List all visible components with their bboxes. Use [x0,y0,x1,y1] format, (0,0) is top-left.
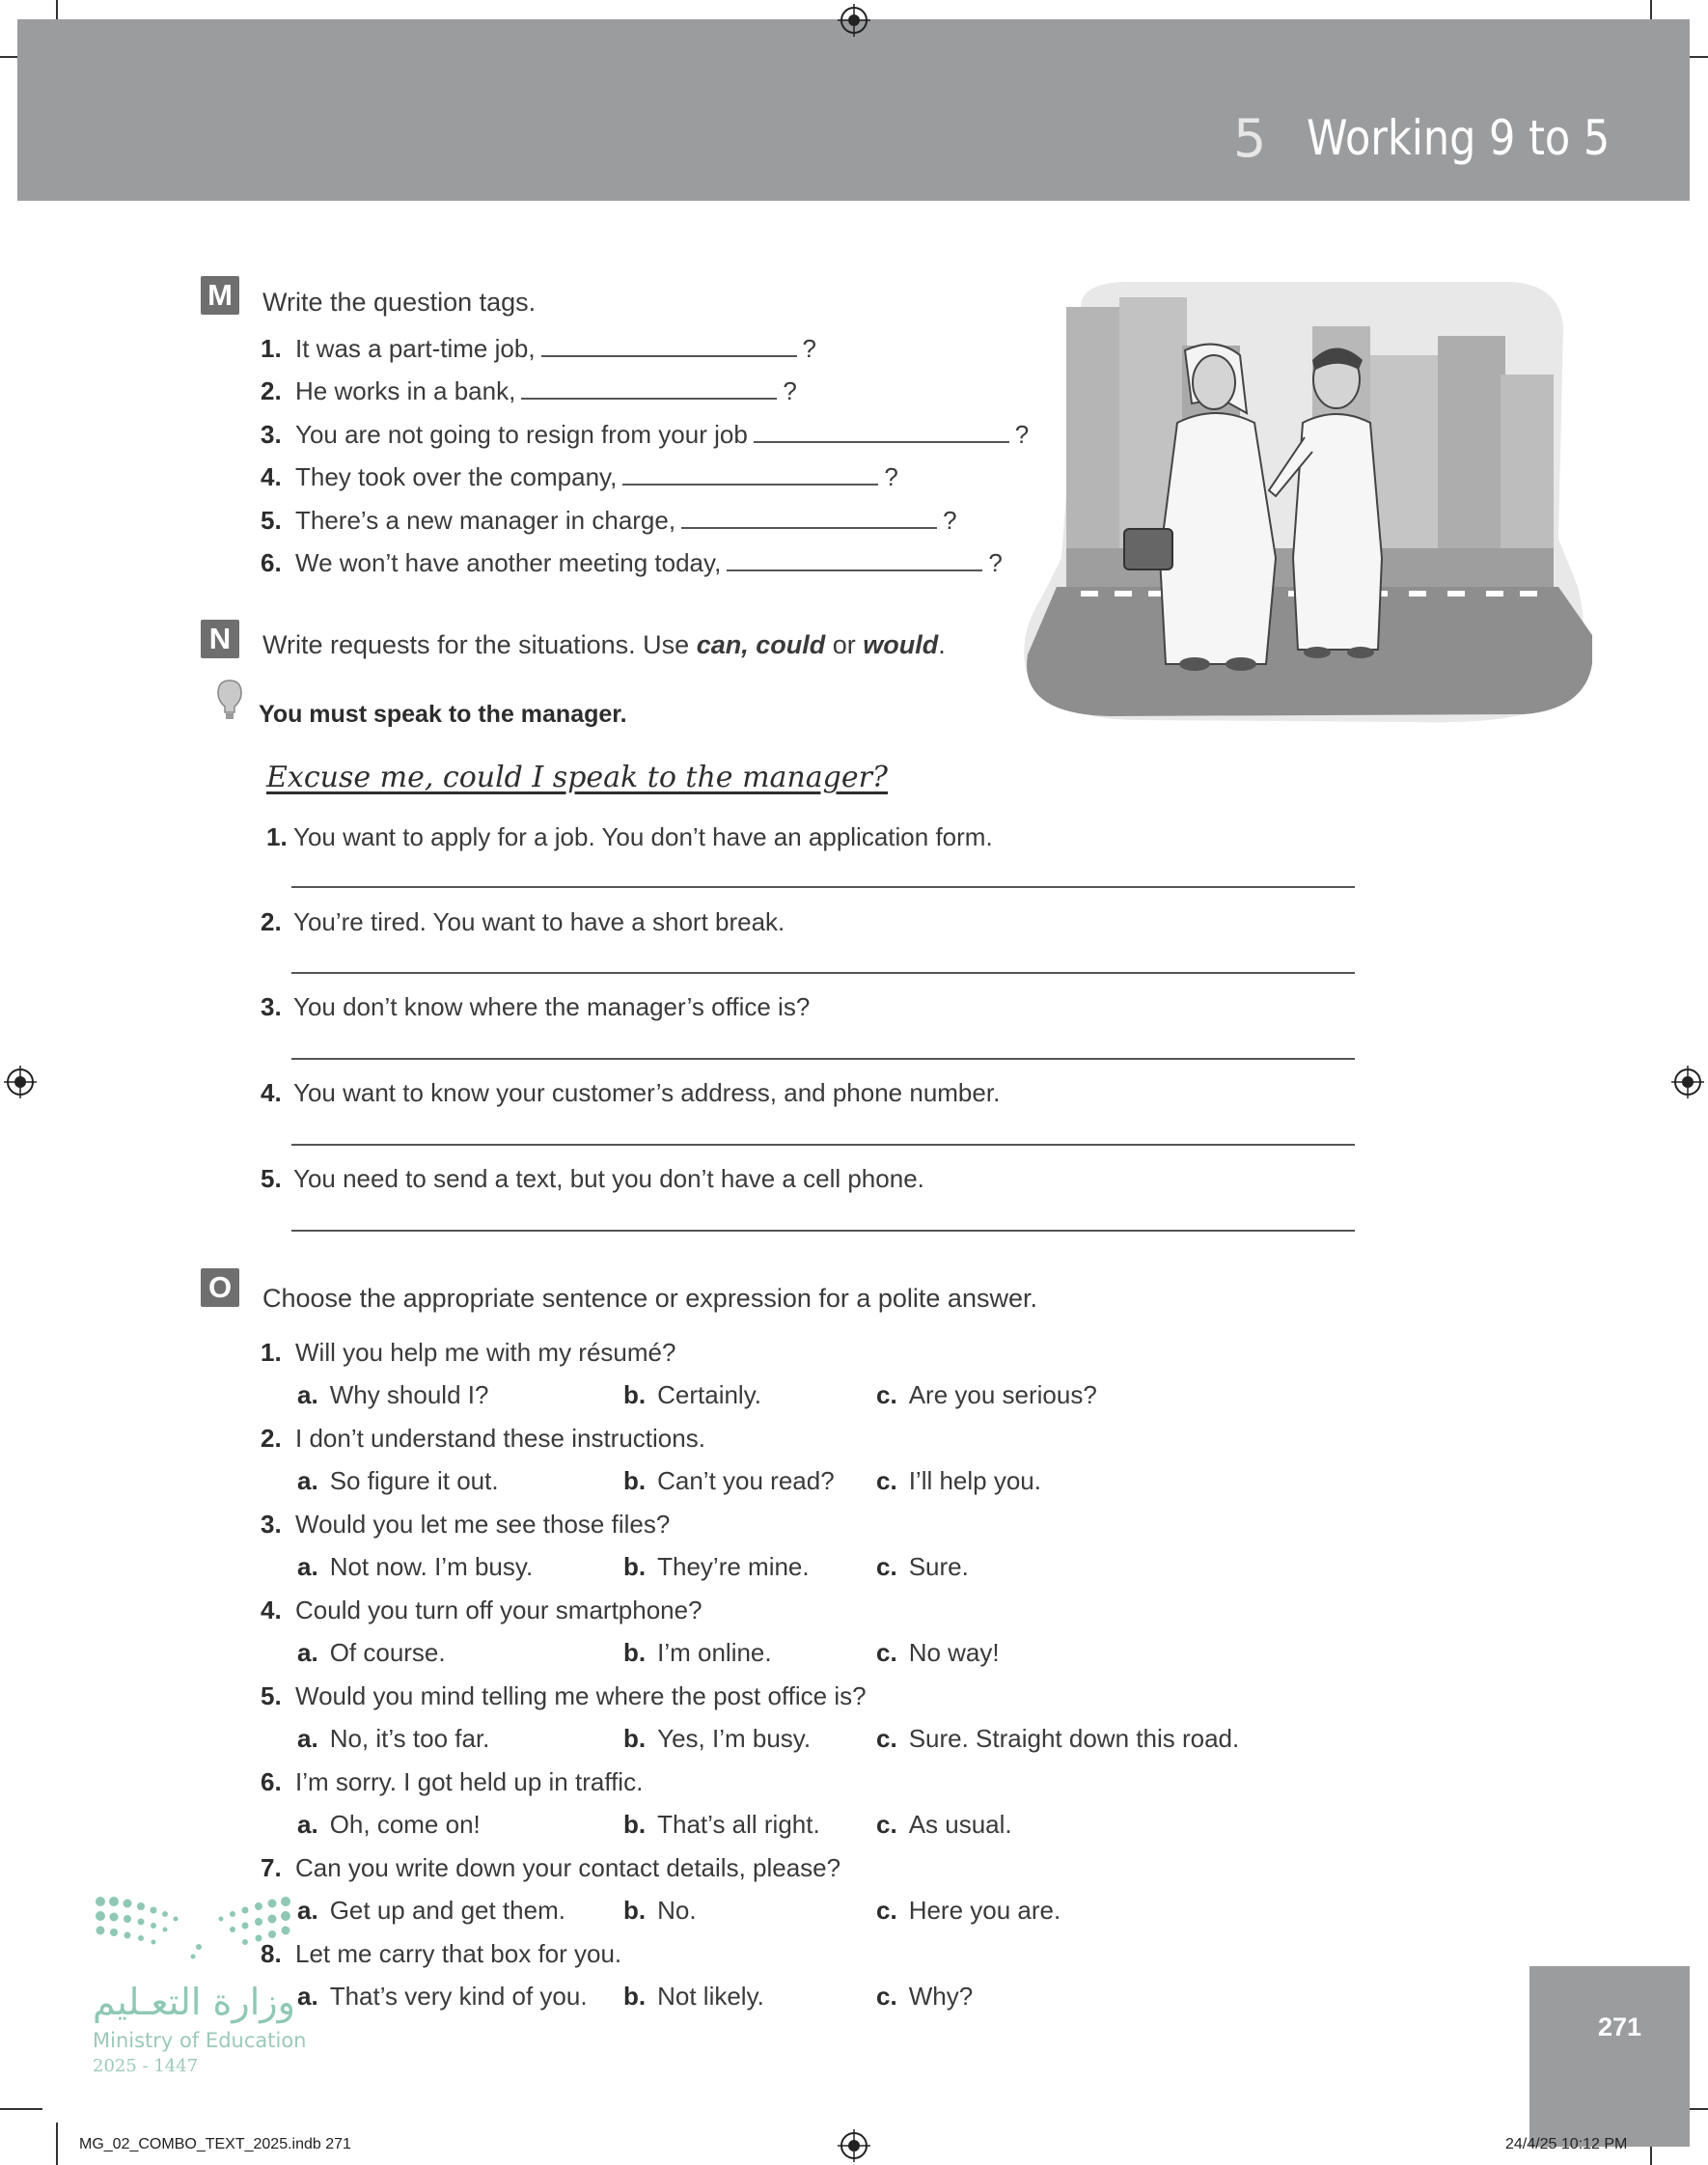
option-b[interactable] [623,1810,820,1840]
option-a[interactable] [297,1638,446,1668]
ministry-logo-dots-icon [93,1894,305,1971]
option-label: c. [876,1380,897,1409]
option-text: Are you serious? [908,1380,1097,1409]
question-text: Let me carry that box for you. [295,1939,622,1968]
answer-blank[interactable] [754,422,1009,443]
option-b[interactable] [623,1982,764,2012]
option-label: c. [876,1896,897,1925]
footer-date: 24/4/25 10:12 PM [1505,2136,1628,2152]
situation-text: You need to send a text, but you don’t have a cell phone. [293,1164,924,1193]
item-number: 1. [261,1338,282,1367]
section-o-instruction: Choose the appropriate sentence or expression for a polite answer. [262,1284,1037,1313]
option-label: b. [623,1724,647,1753]
instruction-text: Write requests for the situations. Use [262,630,697,659]
question-text: Would you mind telling me where the post office is? [295,1681,867,1710]
option-text: No way! [908,1638,1000,1667]
item-number: 4. [261,1596,282,1624]
item-number: 5. [261,1164,282,1193]
option-text: Why? [908,1982,974,2011]
polite-question-2 [261,1424,705,1454]
option-text: That’s very kind of you. [329,1982,588,2011]
option-b[interactable] [623,1638,772,1668]
option-a[interactable] [297,1810,481,1840]
option-label: a. [297,1896,318,1925]
option-b[interactable] [623,1896,697,1926]
item-number: 2. [261,376,282,405]
instruction-text: . [938,630,946,659]
option-text: As usual. [908,1810,1012,1839]
item-number: 4. [261,1078,282,1107]
ministry-logo-year: 2025 - 1447 [93,2056,199,2076]
registration-target-icon [838,2129,870,2162]
option-c[interactable] [876,1724,1239,1754]
answer-blank[interactable] [541,336,797,357]
option-label: a. [297,1638,318,1667]
crop-mark [0,2108,42,2110]
question-tag-item-4 [261,462,898,492]
question-text: I’m sorry. I got held up in traffic. [295,1767,644,1796]
item-number: 1. [261,334,282,363]
item-number: 7. [261,1853,282,1882]
answer-blank[interactable] [521,378,777,400]
question-tag-item-6 [261,548,1003,578]
registration-target-icon [1671,1066,1704,1098]
answer-blank[interactable] [681,508,937,529]
item-number: 3. [261,420,282,449]
section-m-instruction: Write the question tags. [262,288,537,317]
request-item-5 [261,1164,924,1194]
option-c[interactable] [876,1466,1041,1496]
question-text: Can you write down your contact details, please? [295,1853,841,1882]
option-a[interactable] [297,1896,565,1926]
option-text: Not now. I’m busy. [329,1552,534,1581]
option-label: a. [297,1380,318,1409]
option-label: b. [623,1380,647,1409]
option-text: I’m online. [657,1638,772,1667]
polite-question-5 [261,1681,867,1711]
answer-line[interactable] [291,1230,1355,1232]
footer-file-info: MG_02_COMBO_TEXT_2025.indb 271 [79,2136,351,2152]
polite-question-6 [261,1767,643,1797]
option-text: Get up and get them. [329,1896,565,1925]
question-tag-item-1 [261,334,816,364]
option-label: a. [297,1552,318,1581]
item-number: 4. [261,462,282,491]
ministry-logo-english: Ministry of Education [93,2029,307,2052]
option-text: Sure. [908,1552,969,1581]
question-mark: ? [943,506,957,535]
option-c[interactable] [876,1380,1097,1410]
sentence-text: We won’t have another meeting today, [295,548,722,577]
question-text: Will you help me with my résumé? [295,1338,676,1367]
option-text: Oh, come on! [329,1810,481,1839]
question-mark: ? [1014,420,1030,449]
item-number: 8. [261,1939,282,1968]
ministry-logo-arabic: وزارة التعـليم [93,1981,296,2023]
option-label: c. [876,1466,897,1495]
crop-mark [56,2123,58,2165]
answer-blank[interactable] [727,550,982,571]
option-label: b. [623,1552,647,1581]
instruction-keyword: can, could [696,630,826,659]
option-b[interactable] [623,1724,811,1754]
answer-line[interactable] [291,1144,1355,1146]
option-b[interactable] [623,1380,761,1410]
option-a[interactable] [297,1466,499,1496]
example-answer: Excuse me, could I speak to the manager? [266,761,889,794]
registration-target-icon [4,1066,37,1098]
option-a[interactable] [297,1982,588,2012]
option-label: b. [623,1896,647,1925]
option-text: Why should I? [329,1380,489,1409]
question-mark: ? [783,376,797,405]
option-c[interactable] [876,1810,1012,1840]
polite-question-1 [261,1338,675,1368]
item-number: 5. [261,506,282,535]
option-label: c. [876,1724,897,1753]
request-item-1 [266,822,993,852]
option-text: Of course. [329,1638,446,1667]
question-tag-item-2 [261,376,797,406]
item-number: 5. [261,1681,282,1710]
item-number: 2. [261,1424,282,1453]
option-a[interactable] [297,1380,488,1410]
option-label: a. [297,1724,318,1753]
option-a[interactable] [297,1552,533,1582]
sentence-text: You are not going to resign from your job [295,420,748,449]
question-mark: ? [802,334,817,363]
question-mark: ? [884,462,898,491]
sentence-text: He works in a bank, [295,376,516,405]
request-item-4 [261,1078,1000,1108]
option-text: Not likely. [657,1982,764,2011]
option-c[interactable] [876,1638,1000,1668]
item-number: 6. [261,548,282,577]
page-number-box [1529,1966,1690,2147]
request-item-3 [261,992,810,1022]
lightbulb-tip-icon [216,678,243,722]
tip-text: You must speak to the manager. [259,701,627,728]
option-label: a. [297,1466,318,1495]
situation-text: You don’t know where the manager’s office is? [293,992,811,1021]
answer-blank[interactable] [622,464,878,486]
question-mark: ? [988,548,1003,577]
option-text: Certainly. [657,1380,761,1409]
section-letter-m: M [201,276,239,315]
situation-text: You want to know your customer’s address, and phone number. [293,1078,1001,1107]
option-label: b. [623,1810,647,1839]
option-text: Can’t you read? [657,1466,835,1495]
item-number: 3. [261,1510,282,1539]
option-label: c. [876,1810,897,1839]
question-text: Could you turn off your smartphone? [295,1596,702,1624]
situation-text: You want to apply for a job. You don’t have an application form. [293,822,993,851]
option-label: a. [297,1810,318,1839]
polite-question-8 [261,1939,621,1969]
option-text: No, it’s too far. [329,1724,490,1753]
option-c[interactable] [876,1896,1061,1926]
option-text: I’ll help you. [908,1466,1041,1495]
polite-question-7 [261,1853,840,1883]
option-label: c. [876,1982,897,2011]
option-label: b. [623,1638,647,1667]
option-b[interactable] [623,1466,835,1496]
option-c[interactable] [876,1552,969,1582]
instruction-text: or [825,630,864,659]
option-text: No. [657,1896,697,1925]
option-c[interactable] [876,1982,973,2012]
question-tag-item-5 [261,506,957,536]
unit-title: Working 9 to 5 [1307,110,1611,166]
office-workers-illustration [1023,268,1592,724]
option-label: c. [876,1638,897,1667]
question-text: I don’t understand these instructions. [295,1424,705,1453]
answer-line[interactable] [291,886,1355,888]
option-text: That’s all right. [657,1810,820,1839]
page-number: 271 [1597,2012,1641,2041]
polite-question-3 [261,1510,670,1540]
instruction-keyword: would [863,630,939,659]
sentence-text: They took over the company, [295,462,618,491]
section-n-instruction [262,630,946,660]
option-text: Yes, I’m busy. [657,1724,812,1753]
option-label: b. [623,1466,647,1495]
option-a[interactable] [297,1724,489,1754]
situation-text: You’re tired. You want to have a short break. [293,907,785,936]
option-label: a. [297,1982,318,2011]
option-text: Here you are. [908,1896,1061,1925]
option-label: b. [623,1982,647,2011]
registration-target-icon [838,4,870,37]
item-number: 2. [261,907,282,936]
section-letter-n: N [201,620,239,658]
answer-line[interactable] [291,1058,1355,1060]
sentence-text: It was a part-time job, [295,334,536,363]
unit-number: 5 [1233,108,1267,169]
option-label: c. [876,1552,897,1581]
request-item-2 [261,907,785,937]
item-number: 6. [261,1767,282,1796]
section-letter-o: O [201,1268,239,1307]
option-text: They’re mine. [657,1552,810,1581]
question-tag-item-3 [261,420,1029,450]
option-text: So figure it out. [329,1466,499,1495]
option-text: Sure. Straight down this road. [908,1724,1240,1753]
option-b[interactable] [623,1552,810,1582]
item-number: 3. [261,992,282,1021]
question-text: Would you let me see those files? [295,1510,671,1539]
sentence-text: There’s a new manager in charge, [295,506,676,535]
item-number: 1. [266,822,288,851]
answer-line[interactable] [291,972,1355,974]
polite-question-4 [261,1596,702,1625]
